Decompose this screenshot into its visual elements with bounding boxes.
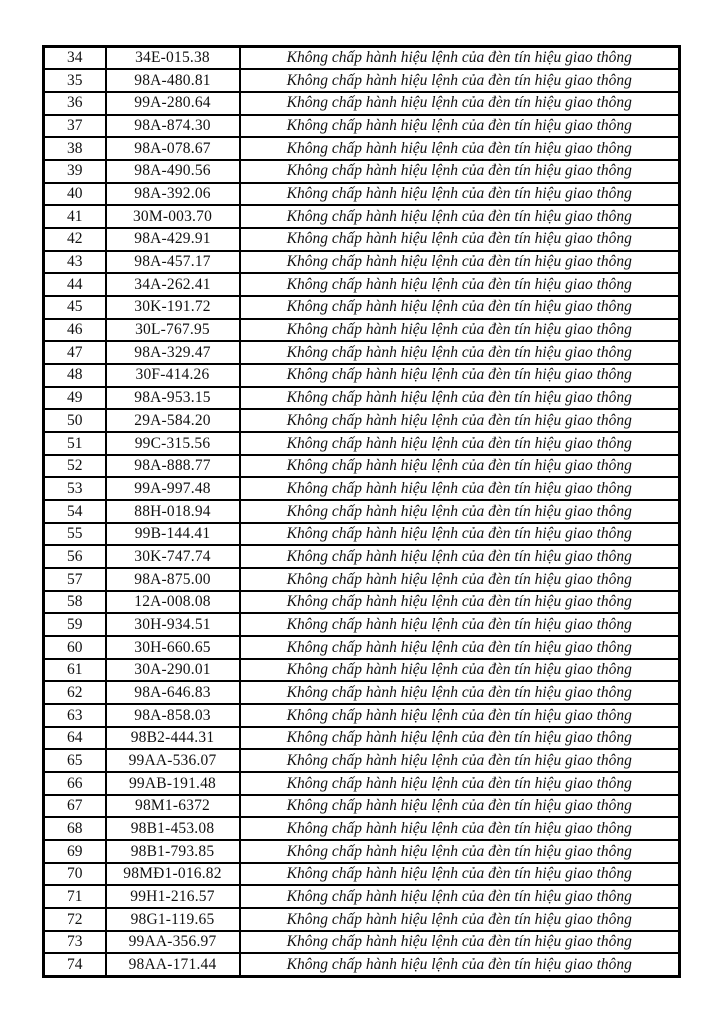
- table-row: [44, 160, 680, 183]
- license-plate-cell: 98A-392.06: [106, 183, 240, 206]
- license-plate-cell: 98A-490.56: [106, 160, 240, 183]
- license-plate-cell: 99AA-356.97: [106, 931, 240, 954]
- row-number-cell: 38: [44, 137, 106, 160]
- row-number-cell: 71: [44, 885, 106, 908]
- row-number-cell: 56: [44, 545, 106, 568]
- table-row: [44, 409, 680, 432]
- row-number-cell: 47: [44, 341, 106, 364]
- row-number-cell: 49: [44, 387, 106, 410]
- violation-text-cell: Không chấp hành hiệu lệnh của đèn tín hiệu giao thông: [240, 477, 680, 500]
- license-plate-cell: 34A-262.41: [106, 273, 240, 296]
- violation-text-cell: Không chấp hành hiệu lệnh của đèn tín hiệu giao thông: [240, 137, 680, 160]
- violation-text-cell: Không chấp hành hiệu lệnh của đèn tín hiệu giao thông: [240, 387, 680, 410]
- license-plate-cell: 30H-660.65: [106, 636, 240, 659]
- license-plate-cell: 98AA-171.44: [106, 953, 240, 976]
- license-plate-cell: 98A-457.17: [106, 251, 240, 274]
- violation-text-cell: Không chấp hành hiệu lệnh của đèn tín hiệu giao thông: [240, 228, 680, 251]
- row-number-cell: 41: [44, 205, 106, 228]
- license-plate-cell: 98B1-453.08: [106, 817, 240, 840]
- violation-table-body: [44, 47, 680, 977]
- table-row: [44, 795, 680, 818]
- violation-text-cell: Không chấp hành hiệu lệnh của đèn tín hiệu giao thông: [240, 568, 680, 591]
- license-plate-cell: 98A-480.81: [106, 69, 240, 92]
- license-plate-cell: 30M-003.70: [106, 205, 240, 228]
- violation-table: [42, 45, 681, 978]
- row-number-cell: 58: [44, 591, 106, 614]
- table-row: [44, 115, 680, 138]
- license-plate-cell: 98G1-119.65: [106, 908, 240, 931]
- row-number-cell: 63: [44, 704, 106, 727]
- violation-text-cell: Không chấp hành hiệu lệnh của đèn tín hiệu giao thông: [240, 727, 680, 750]
- row-number-cell: 72: [44, 908, 106, 931]
- row-number-cell: 51: [44, 432, 106, 455]
- license-plate-cell: 30A-290.01: [106, 659, 240, 682]
- violation-text-cell: Không chấp hành hiệu lệnh của đèn tín hiệu giao thông: [240, 840, 680, 863]
- license-plate-cell: 99A-997.48: [106, 477, 240, 500]
- violation-text-cell: Không chấp hành hiệu lệnh của đèn tín hiệu giao thông: [240, 795, 680, 818]
- row-number-cell: 53: [44, 477, 106, 500]
- row-number-cell: 44: [44, 273, 106, 296]
- violation-text-cell: Không chấp hành hiệu lệnh của đèn tín hiệu giao thông: [240, 545, 680, 568]
- table-row: [44, 47, 680, 70]
- row-number-cell: 42: [44, 228, 106, 251]
- license-plate-cell: 99AB-191.48: [106, 772, 240, 795]
- row-number-cell: 64: [44, 727, 106, 750]
- table-row: [44, 205, 680, 228]
- license-plate-cell: 98B2-444.31: [106, 727, 240, 750]
- violation-text-cell: Không chấp hành hiệu lệnh của đèn tín hiệu giao thông: [240, 681, 680, 704]
- violation-text-cell: Không chấp hành hiệu lệnh của đèn tín hiệu giao thông: [240, 613, 680, 636]
- table-row: [44, 772, 680, 795]
- table-row: [44, 364, 680, 387]
- table-row: [44, 749, 680, 772]
- license-plate-cell: 30K-747.74: [106, 545, 240, 568]
- license-plate-cell: 98A-858.03: [106, 704, 240, 727]
- row-number-cell: 35: [44, 69, 106, 92]
- license-plate-cell: 29A-584.20: [106, 409, 240, 432]
- license-plate-cell: 98A-329.47: [106, 341, 240, 364]
- violation-text-cell: Không chấp hành hiệu lệnh của đèn tín hiệu giao thông: [240, 205, 680, 228]
- table-row: [44, 319, 680, 342]
- license-plate-cell: 98A-874.30: [106, 115, 240, 138]
- violation-text-cell: Không chấp hành hiệu lệnh của đèn tín hiệu giao thông: [240, 636, 680, 659]
- row-number-cell: 34: [44, 47, 106, 70]
- violation-text-cell: Không chấp hành hiệu lệnh của đèn tín hiệu giao thông: [240, 183, 680, 206]
- license-plate-cell: 98B1-793.85: [106, 840, 240, 863]
- violation-text-cell: Không chấp hành hiệu lệnh của đèn tín hiệu giao thông: [240, 591, 680, 614]
- table-row: [44, 636, 680, 659]
- row-number-cell: 73: [44, 931, 106, 954]
- violation-text-cell: Không chấp hành hiệu lệnh của đèn tín hiệu giao thông: [240, 885, 680, 908]
- table-row: [44, 727, 680, 750]
- violation-text-cell: Không chấp hành hiệu lệnh của đèn tín hiệu giao thông: [240, 704, 680, 727]
- violation-text-cell: Không chấp hành hiệu lệnh của đèn tín hiệu giao thông: [240, 251, 680, 274]
- license-plate-cell: 99AA-536.07: [106, 749, 240, 772]
- license-plate-cell: 30F-414.26: [106, 364, 240, 387]
- table-row: [44, 92, 680, 115]
- violation-text-cell: Không chấp hành hiệu lệnh của đèn tín hiệu giao thông: [240, 659, 680, 682]
- table-row: [44, 523, 680, 546]
- table-row: [44, 432, 680, 455]
- table-row: [44, 455, 680, 478]
- table-row: [44, 568, 680, 591]
- license-plate-cell: 98MĐ1-016.82: [106, 863, 240, 886]
- row-number-cell: 62: [44, 681, 106, 704]
- violation-text-cell: Không chấp hành hiệu lệnh của đèn tín hiệu giao thông: [240, 364, 680, 387]
- row-number-cell: 39: [44, 160, 106, 183]
- violation-text-cell: Không chấp hành hiệu lệnh của đèn tín hiệu giao thông: [240, 296, 680, 319]
- violation-text-cell: Không chấp hành hiệu lệnh của đèn tín hiệu giao thông: [240, 931, 680, 954]
- table-row: [44, 69, 680, 92]
- license-plate-cell: 30H-934.51: [106, 613, 240, 636]
- row-number-cell: 65: [44, 749, 106, 772]
- row-number-cell: 69: [44, 840, 106, 863]
- row-number-cell: 46: [44, 319, 106, 342]
- table-row: [44, 137, 680, 160]
- table-row: [44, 545, 680, 568]
- license-plate-cell: 98A-078.67: [106, 137, 240, 160]
- table-row: [44, 885, 680, 908]
- table-row: [44, 681, 680, 704]
- violation-text-cell: Không chấp hành hiệu lệnh của đèn tín hiệu giao thông: [240, 273, 680, 296]
- row-number-cell: 48: [44, 364, 106, 387]
- violation-text-cell: Không chấp hành hiệu lệnh của đèn tín hiệu giao thông: [240, 160, 680, 183]
- row-number-cell: 67: [44, 795, 106, 818]
- violation-text-cell: Không chấp hành hiệu lệnh của đèn tín hiệu giao thông: [240, 432, 680, 455]
- table-row: [44, 591, 680, 614]
- row-number-cell: 37: [44, 115, 106, 138]
- violation-text-cell: Không chấp hành hiệu lệnh của đèn tín hiệu giao thông: [240, 455, 680, 478]
- row-number-cell: 43: [44, 251, 106, 274]
- table-row: [44, 931, 680, 954]
- row-number-cell: 57: [44, 568, 106, 591]
- table-row: [44, 840, 680, 863]
- table-row: [44, 953, 680, 976]
- row-number-cell: 61: [44, 659, 106, 682]
- row-number-cell: 50: [44, 409, 106, 432]
- violation-text-cell: Không chấp hành hiệu lệnh của đèn tín hiệu giao thông: [240, 523, 680, 546]
- violation-text-cell: Không chấp hành hiệu lệnh của đèn tín hiệu giao thông: [240, 92, 680, 115]
- license-plate-cell: 98M1-6372: [106, 795, 240, 818]
- violation-text-cell: Không chấp hành hiệu lệnh của đèn tín hiệu giao thông: [240, 953, 680, 976]
- violation-text-cell: Không chấp hành hiệu lệnh của đèn tín hiệu giao thông: [240, 817, 680, 840]
- violation-text-cell: Không chấp hành hiệu lệnh của đèn tín hiệu giao thông: [240, 863, 680, 886]
- violation-text-cell: Không chấp hành hiệu lệnh của đèn tín hiệu giao thông: [240, 47, 680, 70]
- violation-text-cell: Không chấp hành hiệu lệnh của đèn tín hiệu giao thông: [240, 500, 680, 523]
- row-number-cell: 54: [44, 500, 106, 523]
- table-row: [44, 477, 680, 500]
- row-number-cell: 60: [44, 636, 106, 659]
- row-number-cell: 36: [44, 92, 106, 115]
- violation-text-cell: Không chấp hành hiệu lệnh của đèn tín hiệu giao thông: [240, 409, 680, 432]
- table-row: [44, 613, 680, 636]
- license-plate-cell: 88H-018.94: [106, 500, 240, 523]
- table-row: [44, 908, 680, 931]
- license-plate-cell: 99C-315.56: [106, 432, 240, 455]
- table-row: [44, 387, 680, 410]
- row-number-cell: 74: [44, 953, 106, 976]
- table-row: [44, 296, 680, 319]
- license-plate-cell: 98A-875.00: [106, 568, 240, 591]
- table-row: [44, 251, 680, 274]
- license-plate-cell: 12A-008.08: [106, 591, 240, 614]
- violation-text-cell: Không chấp hành hiệu lệnh của đèn tín hiệu giao thông: [240, 908, 680, 931]
- table-row: [44, 863, 680, 886]
- row-number-cell: 55: [44, 523, 106, 546]
- violation-text-cell: Không chấp hành hiệu lệnh của đèn tín hiệu giao thông: [240, 319, 680, 342]
- row-number-cell: 68: [44, 817, 106, 840]
- table-row: [44, 183, 680, 206]
- violation-text-cell: Không chấp hành hiệu lệnh của đèn tín hiệu giao thông: [240, 115, 680, 138]
- license-plate-cell: 98A-888.77: [106, 455, 240, 478]
- row-number-cell: 45: [44, 296, 106, 319]
- license-plate-cell: 99B-144.41: [106, 523, 240, 546]
- row-number-cell: 66: [44, 772, 106, 795]
- license-plate-cell: 99A-280.64: [106, 92, 240, 115]
- row-number-cell: 52: [44, 455, 106, 478]
- violation-text-cell: Không chấp hành hiệu lệnh của đèn tín hiệu giao thông: [240, 749, 680, 772]
- license-plate-cell: 99H1-216.57: [106, 885, 240, 908]
- table-row: [44, 817, 680, 840]
- table-row: [44, 704, 680, 727]
- license-plate-cell: 30K-191.72: [106, 296, 240, 319]
- table-row: [44, 273, 680, 296]
- license-plate-cell: 34E-015.38: [106, 47, 240, 70]
- row-number-cell: 70: [44, 863, 106, 886]
- violation-text-cell: Không chấp hành hiệu lệnh của đèn tín hiệu giao thông: [240, 341, 680, 364]
- license-plate-cell: 98A-429.91: [106, 228, 240, 251]
- row-number-cell: 59: [44, 613, 106, 636]
- table-row: [44, 500, 680, 523]
- row-number-cell: 40: [44, 183, 106, 206]
- license-plate-cell: 98A-953.15: [106, 387, 240, 410]
- license-plate-cell: 98A-646.83: [106, 681, 240, 704]
- violation-text-cell: Không chấp hành hiệu lệnh của đèn tín hiệu giao thông: [240, 772, 680, 795]
- license-plate-cell: 30L-767.95: [106, 319, 240, 342]
- violation-text-cell: Không chấp hành hiệu lệnh của đèn tín hiệu giao thông: [240, 69, 680, 92]
- table-row: [44, 341, 680, 364]
- table-row: [44, 659, 680, 682]
- table-row: [44, 228, 680, 251]
